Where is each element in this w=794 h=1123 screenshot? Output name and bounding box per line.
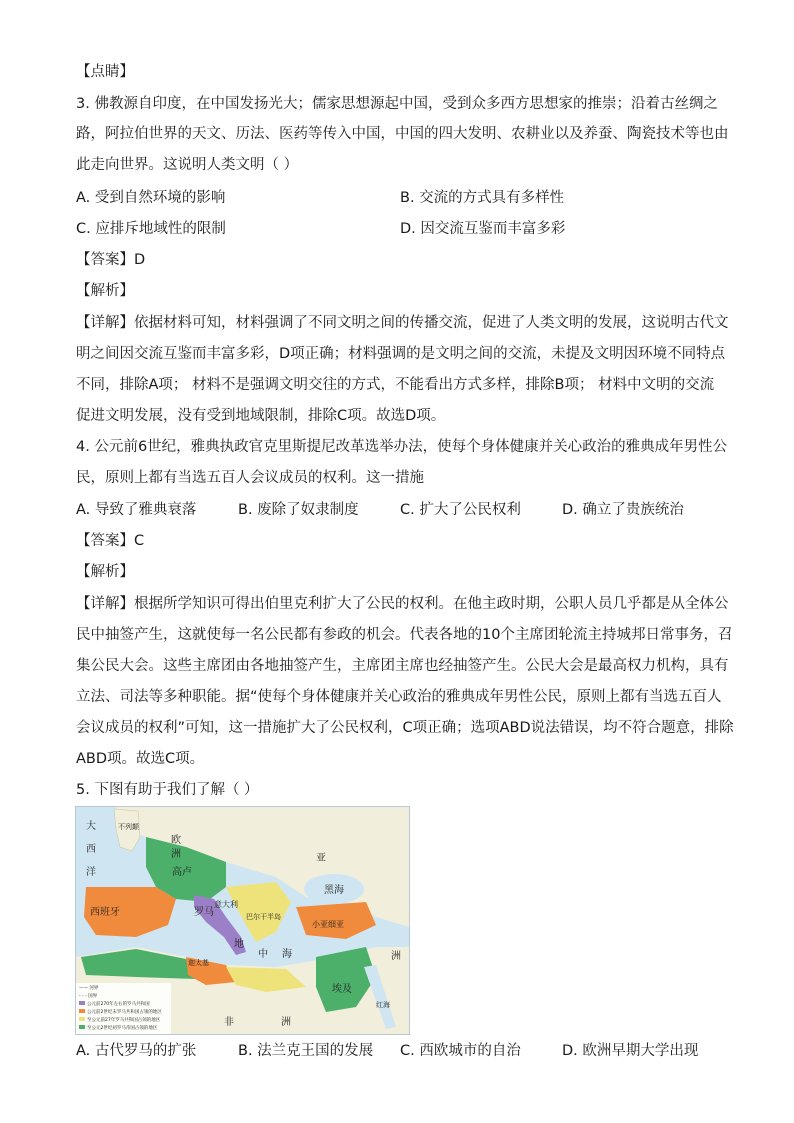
dianjing-heading: 【点睛】 xyxy=(76,64,134,80)
q4-detail-line-1: 【详解】根据所学知识可得出伯里克利扩大了公民的权利。在他主政时期，公职人员几乎都是从全体公 xyxy=(76,596,729,612)
label-asia-minor: 小亚细亚 xyxy=(312,920,344,929)
label-asia-1: 亚 xyxy=(316,853,326,864)
q3-detail-line-1: 【详解】依据材料可知，材料强调了不同文明之间的传播交流，促进了人类文明的发展，这说明古代文 xyxy=(76,315,729,331)
q4-answer: 【答案】C xyxy=(76,533,145,549)
legend-swatch-phase2 xyxy=(79,1009,85,1013)
q5-option-c: C. 西欧城市的自治 xyxy=(400,1043,521,1059)
q4-detail-line-6: ABD项。故选C项。 xyxy=(76,751,205,767)
legend-phase3: 至公元前27年罗马共和国占领的地区 xyxy=(87,1018,161,1023)
q3-stem-line-1: 3. 佛教源自印度，在中国发扬光大；儒家思想源起中国，受到众多西方思想家的推崇；沿着古丝绸之 xyxy=(76,96,718,112)
label-carthage: 迦太基 xyxy=(188,959,209,967)
q3-option-b: B. 交流的方式具有多样性 xyxy=(400,190,565,206)
label-africa-2: 洲 xyxy=(281,1017,291,1028)
label-atlantic-1: 大 xyxy=(86,821,96,832)
label-rome: 罗马 xyxy=(194,907,214,918)
q4-option-b: B. 废除了奴隶制度 xyxy=(238,502,359,518)
q3-detail-line-2: 明之间因交流互鉴而丰富多彩，D项正确；材料强调的是文明之间的交流，未提及文明因环境不同特点 xyxy=(76,346,726,362)
label-black-sea: 黑海 xyxy=(324,885,344,896)
label-red-sea: 红海 xyxy=(376,1001,390,1009)
q3-stem-line-3: 此走向世界。这说明人类文明（ ） xyxy=(76,157,299,173)
q5-option-b: B. 法兰克王国的发展 xyxy=(238,1043,374,1059)
q4-detail-line-3: 集公民大会。这些主席团由各地抽签产生，主席团主席也经抽签产生。公民大会是最高权力机构，具有 xyxy=(76,658,729,674)
legend-phase2: 公元前2世纪末罗马共和国占领的地区 xyxy=(87,1010,162,1015)
label-mediterranean-2: 中 xyxy=(258,949,268,960)
q3-answer: 【答案】D xyxy=(76,252,146,268)
label-asia-2: 洲 xyxy=(391,951,401,962)
q4-option-d: D. 确立了贵族统治 xyxy=(562,502,684,518)
q3-option-a: A. 受到自然环境的影响 xyxy=(76,190,226,206)
q4-analysis-label: 【解析】 xyxy=(76,564,134,580)
q4-detail-line-2: 民中抽签产生，这就使每一名公民都有参政的机会。代表各地的10个主席团轮流主持城邦日常事务，召 xyxy=(76,627,733,643)
label-britain: 不列颠 xyxy=(118,823,139,831)
label-gaul: 高卢 xyxy=(172,867,192,878)
map-legend xyxy=(76,983,171,1034)
legend-swatch-phase3 xyxy=(79,1017,85,1021)
label-europe-1: 欧 xyxy=(171,835,181,846)
q4-detail-line-4: 立法、司法等多种职能。据“使每个身体健康并关心政治的雅典成年男性公民，原则上都有当选五百人 xyxy=(76,689,722,705)
label-mediterranean-3: 海 xyxy=(282,949,292,960)
q3-detail-line-4: 促进文明发展，没有受到地域限制，排除C项。故选D项。 xyxy=(76,408,446,424)
legend-swatch-phase1 xyxy=(79,1001,85,1005)
label-mediterranean-1: 地 xyxy=(234,939,244,950)
legend-phase4: 至公元2世纪初罗马帝国占领的地区 xyxy=(87,1026,158,1031)
q4-option-c: C. 扩大了公民权利 xyxy=(400,502,521,518)
q3-analysis-label: 【解析】 xyxy=(76,283,134,299)
legend-phase1: 公元前270年左右的罗马共和国 xyxy=(87,1002,150,1007)
q3-option-d: D. 因交流互鉴而丰富多彩 xyxy=(400,221,566,237)
legend-border: - - - 国界 xyxy=(79,994,98,999)
q4-option-a: A. 导致了雅典衰落 xyxy=(76,502,197,518)
q5-stem: 5. 下图有助于我们了解（ ） xyxy=(76,782,259,798)
label-europe-2: 洲 xyxy=(171,849,181,860)
label-italy: 意大利 xyxy=(214,900,238,909)
label-egypt: 埃及 xyxy=(332,984,352,995)
q5-option-d: D. 欧洲早期大学出现 xyxy=(562,1043,699,1059)
legend-river: —— 河界 xyxy=(79,986,99,991)
q4-stem-line-2: 民，原则上都有当选五百人会议成员的权利。这一措施 xyxy=(76,470,424,486)
map-svg xyxy=(76,807,409,1034)
q5-option-a: A. 古代罗马的扩张 xyxy=(76,1043,197,1059)
label-spain: 西班牙 xyxy=(90,907,120,918)
q3-option-c: C. 应排斥地域性的限制 xyxy=(76,221,226,237)
q3-detail-line-3: 不同，排除A项； 材料不是强调文明交往的方式，不能看出方式多样，排除B项； 材料中文明的交流 xyxy=(76,377,715,393)
label-africa-1: 非 xyxy=(224,1017,234,1028)
q4-detail-line-5: 会议成员的权利”可知，这一措施扩大了公民权利，C项正确；选项ABD说法错误，均不符合题意，排除 xyxy=(76,720,734,736)
label-atlantic-3: 洋 xyxy=(86,867,96,878)
label-balkan: 巴尔干半岛 xyxy=(246,913,281,921)
legend-swatch-phase4 xyxy=(79,1025,85,1029)
q3-stem-line-2: 路，阿拉伯世界的天文、历法、医药等传入中国，中国的四大发明、农耕业以及养蚕、陶瓷技术等也由 xyxy=(76,126,729,142)
q4-stem-line-1: 4. 公元前6世纪，雅典执政官克里斯提尼改革选举办法，使每个身体健康并关心政治的雅典成年男性公 xyxy=(76,439,728,455)
label-atlantic-2: 西 xyxy=(86,844,96,855)
roman-expansion-map xyxy=(75,806,410,1035)
